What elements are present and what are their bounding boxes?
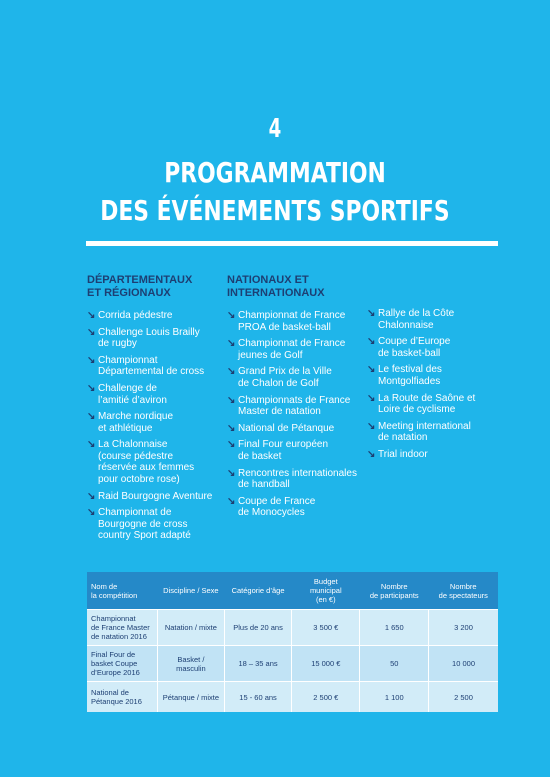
arrow-down-right-icon: ↘ <box>367 420 376 432</box>
list-item <box>87 439 227 485</box>
table-header-row <box>87 572 498 610</box>
list-item <box>87 327 227 350</box>
national-list <box>227 310 367 519</box>
list-item-label: Championnat Départemental de cross <box>98 354 205 378</box>
list-item <box>227 366 367 389</box>
arrow-down-right-icon: ↘ <box>227 467 236 479</box>
national-list-2 <box>367 308 499 460</box>
list-item-label: Coupe de France de Monocycles <box>238 495 316 519</box>
arrow-down-right-icon: ↘ <box>227 338 236 350</box>
arrow-down-right-icon: ↘ <box>87 354 96 366</box>
cell-budget: 2 500 € <box>292 682 360 713</box>
table-row <box>87 682 498 713</box>
arrow-down-right-icon: ↘ <box>87 383 96 395</box>
arrow-down-right-icon: ↘ <box>367 364 376 376</box>
header-cell: Budget municipal (en €) <box>309 577 342 604</box>
title-line-2: DES ÉVÉNEMENTS SPORTIFS <box>100 194 450 227</box>
list-item-label: Championnat de France PROA de basket-ball <box>238 310 346 333</box>
title-divider <box>86 241 498 246</box>
list-item-label: Final Four européen de basket <box>238 439 329 462</box>
list-item <box>227 310 367 333</box>
list-item-label: Challenge de l’amitié d’aviron <box>98 383 167 406</box>
arrow-down-right-icon: ↘ <box>367 392 376 404</box>
cell-competition: Final Four de basket Coupe d’Europe 2016 <box>87 646 157 682</box>
arrow-down-right-icon: ↘ <box>87 490 96 502</box>
chapter-number: 4 <box>268 114 282 144</box>
cell-age: 15 - 60 ans <box>225 682 292 713</box>
list-item <box>367 364 499 387</box>
list-item-label: Coupe d’Europe de basket-ball <box>378 336 451 359</box>
arrow-down-right-icon: ↘ <box>227 439 236 451</box>
list-item <box>367 308 499 331</box>
list-item <box>87 355 227 378</box>
list-item-label: Le festival des Montgolfiades <box>378 364 442 387</box>
cell-competition: Championnat de France Master de natation 2016 <box>87 610 157 646</box>
list-item <box>87 491 227 503</box>
national-column-2 <box>367 308 499 466</box>
header-cell: Nombre de participants <box>369 581 419 600</box>
list-item-label: Challenge Louis Brailly de rugby <box>98 326 200 350</box>
list-item-label: Championnat de Bourgogne de cross country Sport adapté <box>98 507 191 542</box>
list-item <box>227 395 367 418</box>
list-item-label: Marche nordique et athlétique <box>98 411 174 434</box>
list-item <box>87 383 227 406</box>
list-item <box>367 336 499 359</box>
list-item-label: National de Pétanque <box>238 422 335 434</box>
list-item <box>227 468 367 491</box>
list-item-label: Corrida pédestre <box>98 310 173 321</box>
arrow-down-right-icon: ↘ <box>367 336 376 348</box>
cell-spectators: 3 200 <box>429 610 498 646</box>
cell-age: Plus de 20 ans <box>225 610 292 646</box>
page-title <box>0 154 550 230</box>
list-item-label: Championnat de France jeunes de Golf <box>238 338 346 361</box>
cell-budget: 3 500 € <box>292 610 360 646</box>
cell-participants: 1 100 <box>360 682 429 713</box>
arrow-down-right-icon: ↘ <box>87 439 96 451</box>
list-item-label: Championnats de France Master de natation <box>238 394 351 418</box>
list-item-label: Trial indoor <box>378 448 428 460</box>
cell-spectators: 10 000 <box>429 646 498 682</box>
header-cell: Nombre de spectateurs <box>438 581 488 600</box>
arrow-down-right-icon: ↘ <box>227 394 236 406</box>
header-cell: Discipline / Sexe <box>163 586 219 595</box>
regional-column <box>87 274 227 547</box>
list-item <box>367 449 499 461</box>
list-item <box>227 439 367 462</box>
list-item <box>227 496 367 519</box>
arrow-down-right-icon: ↘ <box>87 326 96 338</box>
list-item <box>227 338 367 361</box>
list-item <box>87 310 227 322</box>
arrow-down-right-icon: ↘ <box>227 495 236 507</box>
national-column <box>227 274 367 524</box>
list-item-label: La Route de Saône et Loire de cyclisme <box>378 392 476 416</box>
arrow-down-right-icon: ↘ <box>367 308 376 319</box>
national-heading: NATIONAUX ET INTERNATIONAUX <box>227 274 325 299</box>
title-line-1: PROGRAMMATION <box>164 156 386 189</box>
list-item <box>87 411 227 434</box>
cell-discipline: Natation / mixte <box>157 610 224 646</box>
arrow-down-right-icon: ↘ <box>227 422 236 434</box>
cell-age: 18 – 35 ans <box>225 646 292 682</box>
list-item-label: La Chalonnaise (course pédestre réservée aux femmes pour octobre rose) <box>98 439 195 485</box>
arrow-down-right-icon: ↘ <box>367 448 376 460</box>
regional-list <box>87 310 227 542</box>
header-cell: Catégorie d’âge <box>231 586 285 595</box>
list-item-label: Grand Prix de la Ville de Chalon de Golf <box>238 366 332 389</box>
arrow-down-right-icon: ↘ <box>87 507 96 519</box>
cell-participants: 1 650 <box>360 610 429 646</box>
arrow-down-right-icon: ↘ <box>87 310 96 321</box>
table-row <box>87 610 498 646</box>
arrow-down-right-icon: ↘ <box>227 310 236 321</box>
table-row <box>87 646 498 682</box>
list-item <box>367 393 499 416</box>
arrow-down-right-icon: ↘ <box>227 366 236 378</box>
list-item-label: Rencontres internationales de handball <box>238 467 357 491</box>
header-cell: Nom de la compétition <box>91 581 138 600</box>
list-item <box>227 423 367 435</box>
list-item-label: Raid Bourgogne Aventure <box>98 490 213 502</box>
list-item-label: Meeting international de natation <box>378 420 471 444</box>
list-item-label: Rallye de la Côte Chalonnaise <box>378 308 455 331</box>
cell-budget: 15 000 € <box>292 646 360 682</box>
arrow-down-right-icon: ↘ <box>87 411 96 423</box>
competitions-table <box>87 572 498 712</box>
cell-competition: National de Pétanque 2016 <box>87 682 157 713</box>
list-item <box>87 507 227 542</box>
cell-discipline: Basket / masculin <box>157 646 224 682</box>
list-item <box>367 421 499 444</box>
cell-discipline: Pétanque / mixte <box>157 682 224 713</box>
regional-heading: DÉPARTEMENTAUX ET RÉGIONAUX <box>87 274 193 299</box>
cell-participants: 50 <box>360 646 429 682</box>
cell-spectators: 2 500 <box>429 682 498 713</box>
